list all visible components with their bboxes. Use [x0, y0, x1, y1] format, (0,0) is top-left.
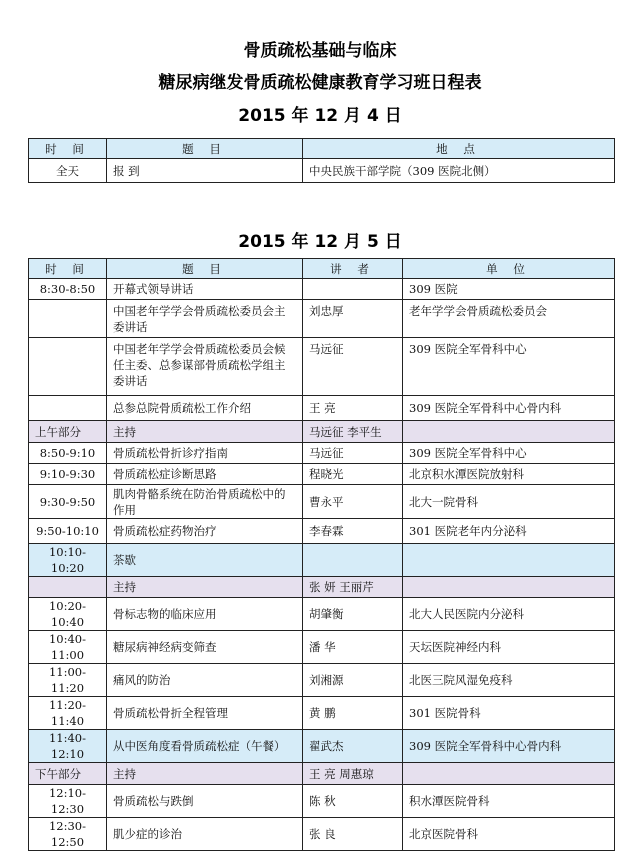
table-row	[29, 300, 615, 338]
cell-unit: 301 医院骨科	[403, 697, 615, 730]
cell-topic: 茶歇	[107, 544, 303, 577]
cell-time: 10:20-10:40	[29, 598, 107, 631]
cell-time: 11:20-11:40	[29, 697, 107, 730]
header-topic: 题 目	[107, 259, 303, 279]
cell-topic: 肌肉骨骼系统在防治骨质疏松中的作用	[107, 485, 303, 519]
cell-speaker: 马远征	[303, 443, 403, 464]
day2-table	[28, 258, 615, 851]
table-row	[29, 396, 615, 421]
cell-unit: 老年学学会骨质疏松委员会	[403, 300, 615, 338]
cell-speaker: 李春霖	[303, 519, 403, 544]
cell-speaker: 马远征 李平生	[303, 421, 403, 443]
cell-speaker: 王 亮 周惠琼	[303, 763, 403, 785]
table-row	[29, 464, 615, 485]
table-row	[29, 485, 615, 519]
cell-speaker: 曹永平	[303, 485, 403, 519]
cell-topic: 肌少症的诊治	[107, 818, 303, 851]
cell-speaker	[303, 544, 403, 577]
cell-speaker: 张 良	[303, 818, 403, 851]
cell-topic: 骨质疏松症药物治疗	[107, 519, 303, 544]
cell-speaker: 陈 秋	[303, 785, 403, 818]
cell-unit	[403, 421, 615, 443]
cell-speaker: 刘湘源	[303, 664, 403, 697]
cell-time: 8:50-9:10	[29, 443, 107, 464]
cell-unit: 北京积水潭医院放射科	[403, 464, 615, 485]
table-row	[29, 664, 615, 697]
header-time: 时 间	[29, 139, 107, 159]
table-row	[29, 279, 615, 300]
cell-topic: 主持	[107, 421, 303, 443]
day1-date: 2015 年 12 月 4 日	[238, 106, 402, 126]
cell-unit: 309 医院全军骨科中心	[403, 338, 615, 396]
header-speaker: 讲 者	[303, 259, 403, 279]
cell-unit: 309 医院	[403, 279, 615, 300]
table-row	[29, 443, 615, 464]
table-header-row	[29, 139, 615, 159]
cell-unit: 北医三院风湿免疫科	[403, 664, 615, 697]
header-place: 地 点	[303, 139, 615, 159]
cell-time: 10:40-11:00	[29, 631, 107, 664]
cell-speaker: 刘忠厚	[303, 300, 403, 338]
cell-speaker: 胡肇衡	[303, 598, 403, 631]
cell-time: 12:10-12:30	[29, 785, 107, 818]
table-row	[29, 544, 615, 577]
cell-speaker: 程晓光	[303, 464, 403, 485]
cell-time	[29, 338, 107, 396]
cell-topic: 主持	[107, 577, 303, 598]
cell-unit: 309 医院全军骨科中心骨内科	[403, 730, 615, 763]
cell-topic: 骨标志物的临床应用	[107, 598, 303, 631]
header-time: 时 间	[29, 259, 107, 279]
cell-unit: 北大人民医院内分泌科	[403, 598, 615, 631]
cell-unit	[403, 763, 615, 785]
cell-speaker: 翟武杰	[303, 730, 403, 763]
cell-unit: 301 医院老年内分泌科	[403, 519, 615, 544]
cell-time	[29, 300, 107, 338]
schedule-title: 糖尿病继发骨质疏松健康教育学习班日程表	[158, 73, 482, 93]
cell-time: 下午部分	[29, 763, 107, 785]
table-row	[29, 818, 615, 851]
cell-time: 10:10-10:20	[29, 544, 107, 577]
day2-date: 2015 年 12 月 5 日	[238, 232, 402, 252]
cell-time: 9:10-9:30	[29, 464, 107, 485]
cell-speaker: 黄 鹏	[303, 697, 403, 730]
cell-speaker	[303, 279, 403, 300]
header-unit: 单 位	[403, 259, 615, 279]
cell-speaker: 张 妍 王丽芹	[303, 577, 403, 598]
cell-unit: 北大一院骨科	[403, 485, 615, 519]
cell-unit: 积水潭医院骨科	[403, 785, 615, 818]
cell-time	[29, 577, 107, 598]
cell-unit: 309 医院全军骨科中心	[403, 443, 615, 464]
table-row	[29, 519, 615, 544]
cell-topic: 骨质疏松骨折诊疗指南	[107, 443, 303, 464]
table-row	[29, 785, 615, 818]
table-row	[29, 159, 615, 183]
cell-unit	[403, 544, 615, 577]
cell-time: 8:30-8:50	[29, 279, 107, 300]
course-title: 骨质疏松基础与临床	[243, 41, 397, 61]
cell-topic: 报 到	[107, 159, 303, 183]
cell-speaker: 潘 华	[303, 631, 403, 664]
cell-time: 9:50-10:10	[29, 519, 107, 544]
cell-place: 中央民族干部学院（309 医院北侧）	[303, 159, 615, 183]
cell-topic: 骨质疏松骨折全程管理	[107, 697, 303, 730]
cell-topic: 中国老年学学会骨质疏松委员会主委讲话	[107, 300, 303, 338]
cell-time: 9:30-9:50	[29, 485, 107, 519]
cell-time: 上午部分	[29, 421, 107, 443]
day1-table	[28, 138, 615, 183]
cell-speaker: 马远征	[303, 338, 403, 396]
table-row	[29, 338, 615, 396]
cell-topic: 骨质疏松与跌倒	[107, 785, 303, 818]
cell-time: 11:40-12:10	[29, 730, 107, 763]
table-row	[29, 421, 615, 443]
table-row	[29, 697, 615, 730]
cell-topic: 开幕式领导讲话	[107, 279, 303, 300]
cell-topic: 骨质疏松症诊断思路	[107, 464, 303, 485]
cell-topic: 从中医角度看骨质疏松症（午餐）	[107, 730, 303, 763]
cell-unit	[403, 577, 615, 598]
table-row	[29, 730, 615, 763]
table-row	[29, 598, 615, 631]
cell-time: 12:30-12:50	[29, 818, 107, 851]
cell-unit: 309 医院全军骨科中心骨内科	[403, 396, 615, 421]
table-row	[29, 631, 615, 664]
cell-topic: 糖尿病神经病变筛查	[107, 631, 303, 664]
table-row	[29, 577, 615, 598]
table-header-row	[29, 259, 615, 279]
cell-topic: 痛风的防治	[107, 664, 303, 697]
cell-unit: 北京医院骨科	[403, 818, 615, 851]
header-topic: 题 目	[107, 139, 303, 159]
cell-speaker: 王 亮	[303, 396, 403, 421]
cell-time: 11:00-11:20	[29, 664, 107, 697]
cell-time: 全天	[29, 159, 107, 183]
cell-topic: 总参总院骨质疏松工作介绍	[107, 396, 303, 421]
cell-topic: 中国老年学学会骨质疏松委员会候任主委、总参谋部骨质疏松学组主委讲话	[107, 338, 303, 396]
cell-time	[29, 396, 107, 421]
cell-unit: 天坛医院神经内科	[403, 631, 615, 664]
cell-topic: 主持	[107, 763, 303, 785]
table-row	[29, 763, 615, 785]
